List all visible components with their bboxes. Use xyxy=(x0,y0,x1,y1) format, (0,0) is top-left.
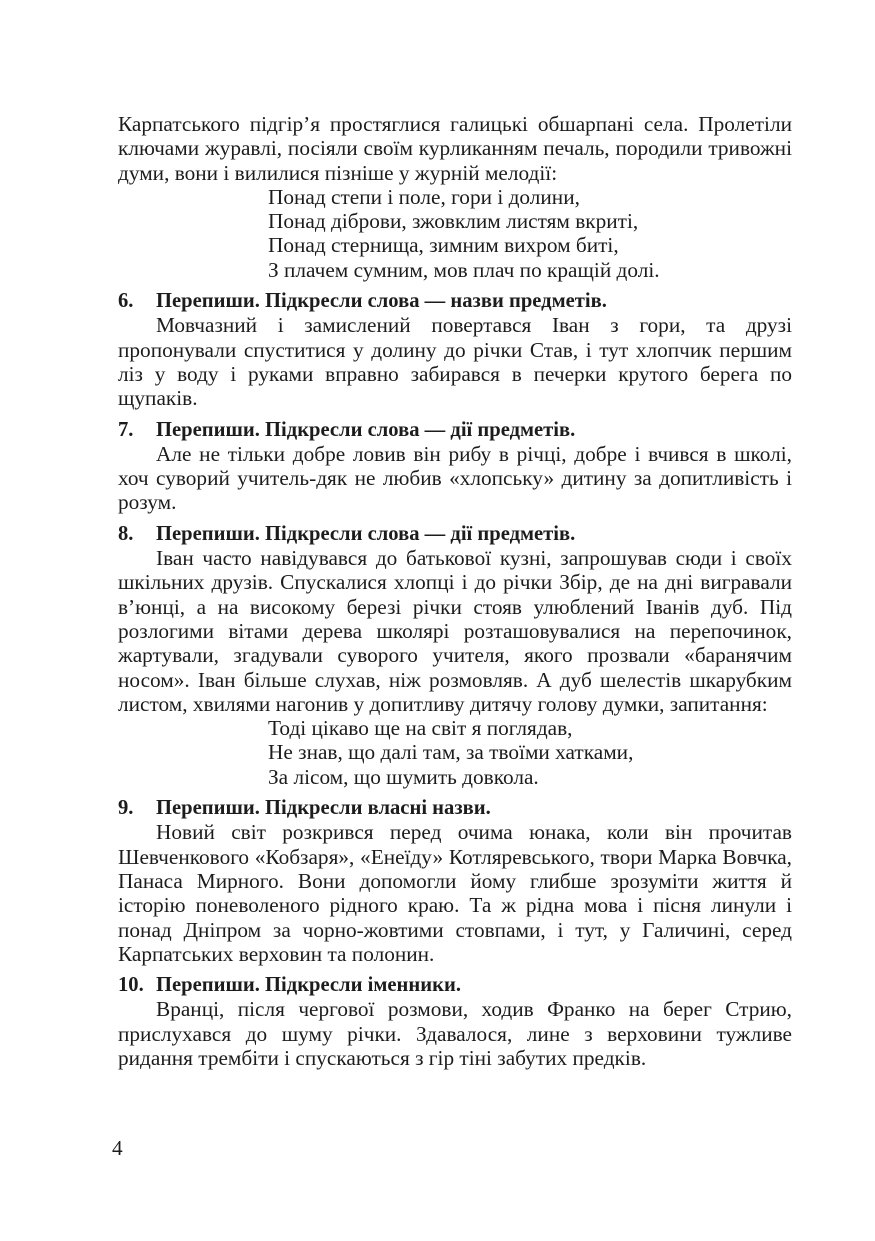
task-number: 8. xyxy=(118,522,134,545)
verse-line: Понад степи і поле, гори і долини, xyxy=(268,184,580,209)
verse-line: За лісом, що шумить довкола. xyxy=(268,764,539,789)
task-7-heading xyxy=(118,418,792,442)
intro-verse xyxy=(268,185,792,282)
page-content xyxy=(118,112,792,1070)
task-title: Перепиши. Підкресли власні назви. xyxy=(156,797,491,820)
task-6-heading xyxy=(118,289,792,313)
task-8-verse xyxy=(268,716,792,789)
task-9-text: Новий світ розкрився перед очима юнака, коли він прочитав Шевченкового «Кобзаря», «Енеїду» Котляревського, твори Марка Вовчка, Панаса Мирного. Вони допомогли йому глибше зрозуміти життя й історію поневоленого рідного краю. Та ж рідна мова і пісня линули і понад Дніпром за чорно-жовтими стовпами, і тут, у Галичині, серед Карпатських верховин та полонин. xyxy=(118,820,792,966)
task-7-text: Але не тільки добре ловив він рибу в річці, добре і вчився в школі, хоч суворий учитель-дяк не любив «хлопську» дитину за допитливість і розум. xyxy=(118,441,792,515)
task-8-heading xyxy=(118,522,792,546)
task-title: Перепиши. Підкресли слова — назви предметів. xyxy=(156,290,607,313)
task-title: Перепиши. Підкресли слова — дії предметів. xyxy=(156,522,576,545)
intro-paragraph: Карпатського підгір’я простяглися галицькі обшарпані села. Пролетіли ключами журавлі, посіяли своїм курликанням печаль, породили тривожні думи, вони і вилилися пізніше у журній мелодії: xyxy=(118,112,792,185)
verse-line: Понад стернища, зимним вихром биті, xyxy=(268,233,619,258)
task-8-text: Іван часто навідувався до батькової кузні, запрошував сюди і своїх шкільних друзів. Спускалися хлопці і до річки Збір, де на дні вигравали в’юнці, а на високому березі річки стояв улюблений Іванів дуб. Під розлогими вітами дерева школярі розташовувалися на перепочинок, жартували, згадували суворого учителя, якого прозвали «баранячим носом». Іван більше слухав, ніж розмовляв. А дуб шелестів шкарубким листом, хвилями нагонив у допитливу дитячу голову думки, запитання: xyxy=(118,546,792,716)
verse-line: Тоді цікаво ще на світ я поглядав, xyxy=(268,716,573,741)
task-number: 7. xyxy=(118,418,134,441)
task-10-heading xyxy=(118,973,792,997)
task-number: 6. xyxy=(118,290,134,313)
task-title: Перепиши. Підкресли іменники. xyxy=(156,974,461,997)
page-number: 4 xyxy=(112,1136,123,1160)
task-6-text: Мовчазний і замислений повертався Іван з гори, та друзі пропонували спуститися у долину до річки Став, і тут хлопчик першим ліз у воду і руками вправно забирався в печерки крутого берега по щупаків. xyxy=(118,313,792,411)
task-10-text: Вранці, після чергової розмови, ходив Франко на берег Стрию, прислухався до шуму річки. Здавалося, лине з верховини тужливе ридання трембіти і спускаються з гір тіні забутих предків. xyxy=(118,997,792,1070)
verse-line: Не знав, що далі там, за твоїми хатками, xyxy=(268,740,634,765)
verse-line: Понад діброви, зжовклим листям вкриті, xyxy=(268,209,639,234)
verse-line: З плачем сумним, мов плач по кращій долі. xyxy=(268,257,660,282)
task-9-heading xyxy=(118,796,792,820)
task-title: Перепиши. Підкресли слова — дії предметів. xyxy=(156,418,576,441)
task-number: 10. xyxy=(118,974,144,997)
task-number: 9. xyxy=(118,797,134,820)
